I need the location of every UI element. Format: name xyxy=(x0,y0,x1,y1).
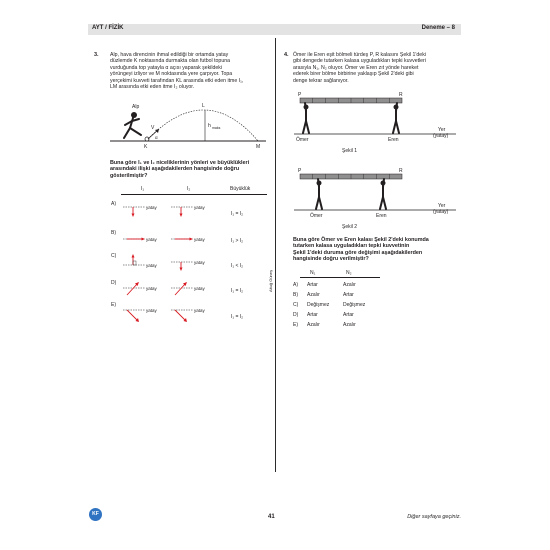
svg-text:I₁ = I₂: I₁ = I₂ xyxy=(231,211,244,217)
q4-option-d-n2[interactable]: Artar xyxy=(343,312,354,318)
svg-text:yatay: yatay xyxy=(194,260,205,265)
q4-option-c-n2[interactable]: Değişmez xyxy=(343,302,366,308)
svg-text:I₁ = I₂: I₁ = I₂ xyxy=(231,288,244,294)
q4-table-rule xyxy=(300,277,380,278)
q3-question-line: gösterilmiştir? xyxy=(110,172,148,179)
q3-option-d-letter[interactable]: D) xyxy=(111,280,117,286)
q4-text-line: Ömer ile Eren eşit bölmeli türdeş P, R kalasını Şekil 1'deki xyxy=(293,52,426,58)
q3-text-line: düzlemde K noktasında durmakta olan futbol topuna xyxy=(110,58,230,65)
q4-col-n2: N₂ xyxy=(346,270,352,276)
svg-text:I₁ < I₂: I₁ < I₂ xyxy=(231,263,244,269)
q4-option-e-n1[interactable]: Azalır xyxy=(307,322,320,328)
svg-text:(yatay): (yatay) xyxy=(433,133,449,139)
q3-col-magnitude: Büyüklük xyxy=(230,186,251,192)
angle-label: α xyxy=(155,135,158,140)
q4-option-e-n2[interactable]: Azalır xyxy=(343,322,356,328)
q3-col-i2: I₂ xyxy=(187,186,191,192)
eren-figure xyxy=(393,103,399,133)
q3-text-line: Alp, hava direncinin ihmal edildiği bir ortamda yatay xyxy=(110,52,229,58)
svg-text:yatay: yatay xyxy=(194,237,205,242)
plank-2 xyxy=(300,174,402,179)
q4-question-line: Şekil 1'deki duruma göre değişimi aşağıdakilerden xyxy=(293,249,423,256)
svg-text:yatay: yatay xyxy=(146,263,157,268)
q4-question-line: hangisinde doğru verilmiştir? xyxy=(293,256,369,263)
q3-option-c-vectors[interactable] xyxy=(121,252,267,272)
q4-option-c-n1[interactable]: Değişmez xyxy=(307,302,330,308)
exam-title: Deneme – 8 xyxy=(421,25,455,31)
q4-option-b-n1[interactable]: Azalır xyxy=(307,292,320,298)
q3-text-line: yörüngeyi izliyor ve M noktasında yere çarpıyor. Topa xyxy=(110,71,233,78)
q3-text-line: LM arasında etki eden itme I₂ oluyor. xyxy=(110,84,195,91)
q4-option-d-n1[interactable]: Artar xyxy=(307,312,318,318)
q4-option-a-n2[interactable]: Azalır xyxy=(343,282,356,288)
q3-question xyxy=(110,160,270,179)
svg-text:yatay: yatay xyxy=(146,237,157,242)
svg-text:yatay: yatay xyxy=(194,286,205,291)
column-divider xyxy=(275,38,276,472)
svg-text:Yer: Yer xyxy=(438,203,446,209)
q4-option-a-letter[interactable]: A) xyxy=(293,282,298,288)
q4-text-line: denge tekrar sağlanıyor. xyxy=(293,77,349,84)
height-label: h xyxy=(208,123,211,129)
q4-option-a-n1[interactable]: Artar xyxy=(307,282,318,288)
svg-text:Şekil 1: Şekil 1 xyxy=(342,148,358,154)
q3-text-line: yerçekimi kuvveti tarafından KL arasında etki eden itme I₁, xyxy=(110,77,244,84)
svg-text:yatay: yatay xyxy=(194,308,205,313)
q3-table-rule xyxy=(121,194,267,195)
svg-text:yatay: yatay xyxy=(146,205,157,210)
q3-trajectory-figure xyxy=(108,98,268,150)
svg-text:yatay: yatay xyxy=(146,286,157,291)
svg-text:P: P xyxy=(298,92,302,98)
q3-text xyxy=(110,52,270,90)
q4-text-line: ederek birer bölme birbirine yaklaşıp Şekil 2'deki gibi xyxy=(293,71,414,78)
q4-question-line: Buna göre Ömer ve Eren kalası Şekil 2'deki konumda xyxy=(293,237,429,243)
q3-number: 3. xyxy=(94,52,99,58)
q4-question xyxy=(293,237,458,263)
point-k: K xyxy=(144,144,148,150)
omer-figure xyxy=(303,103,309,133)
q4-option-d-letter[interactable]: D) xyxy=(293,312,299,318)
publisher-logo: KF xyxy=(89,508,102,521)
q3-option-a-letter[interactable]: A) xyxy=(111,201,116,207)
height-subscript: maks xyxy=(212,126,221,130)
q3-option-b-letter[interactable]: B) xyxy=(111,230,116,236)
svg-text:R: R xyxy=(399,92,403,98)
svg-text:R: R xyxy=(399,168,403,174)
trajectory-path xyxy=(148,110,258,141)
q4-text-line: arasıyla N₁, N₂ oluyor. Ömer ve Eren zıt yönde hareket xyxy=(293,64,419,71)
q3-option-e-vectors[interactable] xyxy=(121,304,267,324)
q4-text xyxy=(293,52,458,84)
svg-text:I₁ = I₂: I₁ = I₂ xyxy=(231,314,244,320)
svg-text:Ömer: Ömer xyxy=(296,137,309,143)
q3-option-e-letter[interactable]: E) xyxy=(111,302,116,308)
svg-text:Ömer: Ömer xyxy=(310,213,323,219)
q4-option-b-letter[interactable]: B) xyxy=(293,292,298,298)
kicker-figure xyxy=(124,112,141,138)
svg-text:Eren: Eren xyxy=(376,213,387,219)
page-number: 41 xyxy=(268,514,275,520)
svg-text:yatay: yatay xyxy=(194,205,205,210)
q3-option-b-vectors[interactable] xyxy=(121,232,267,246)
q3-question-line: Buna göre I₁ ve I₂ niceliklerinin yönleri ve büyüklükleri xyxy=(110,160,250,166)
eren-figure xyxy=(380,179,386,209)
q3-question-line: arasındaki ilişki aşağıdakilerden hangisinde doğru xyxy=(110,166,240,173)
svg-text:yatay: yatay xyxy=(146,308,157,313)
svg-text:Eren: Eren xyxy=(388,137,399,143)
q4-option-e-letter[interactable]: E) xyxy=(293,322,298,328)
point-m: M xyxy=(256,144,261,150)
subject-title: AYT / FİZİK xyxy=(92,25,124,31)
omer-figure xyxy=(316,179,322,209)
person-label: Alp xyxy=(132,104,140,110)
next-page-note: Diğer sayfaya geçiniz. xyxy=(407,514,461,520)
q3-option-c-letter[interactable]: C) xyxy=(111,253,117,259)
q3-option-a-vectors[interactable] xyxy=(121,202,267,218)
q4-option-b-n2[interactable]: Artar xyxy=(343,292,354,298)
q4-figure-1 xyxy=(292,90,458,156)
svg-text:I₁ > I₂: I₁ > I₂ xyxy=(231,238,244,244)
q4-question-line: tutarken kalasa uyguladıkları tepki kuvvetinin xyxy=(293,243,410,250)
q4-figure-2 xyxy=(292,166,458,232)
svg-text:P: P xyxy=(298,168,302,174)
svg-text:Şekil 2: Şekil 2 xyxy=(342,224,358,230)
q4-text-line: gibi dengede tutarken kalasa uyguladıkları tepki kuvvetleri xyxy=(293,58,426,65)
svg-text:(yatay): (yatay) xyxy=(433,209,449,215)
side-label: Altuğ Güneş xyxy=(268,270,273,293)
q4-number: 4. xyxy=(284,52,289,58)
header-bar xyxy=(88,24,461,35)
point-l: L xyxy=(202,103,205,109)
q4-option-c-letter[interactable]: C) xyxy=(293,302,299,308)
plank-1 xyxy=(300,98,402,103)
q3-option-d-vectors[interactable] xyxy=(121,279,267,297)
velocity-label: V xyxy=(151,125,155,131)
svg-text:Yer: Yer xyxy=(438,127,446,133)
q3-text-line: vurduğunda top yatayla α açısı yaparak şekildeki xyxy=(110,64,222,71)
q3-col-i1: I₁ xyxy=(141,186,145,192)
q4-col-n1: N₁ xyxy=(310,270,316,276)
